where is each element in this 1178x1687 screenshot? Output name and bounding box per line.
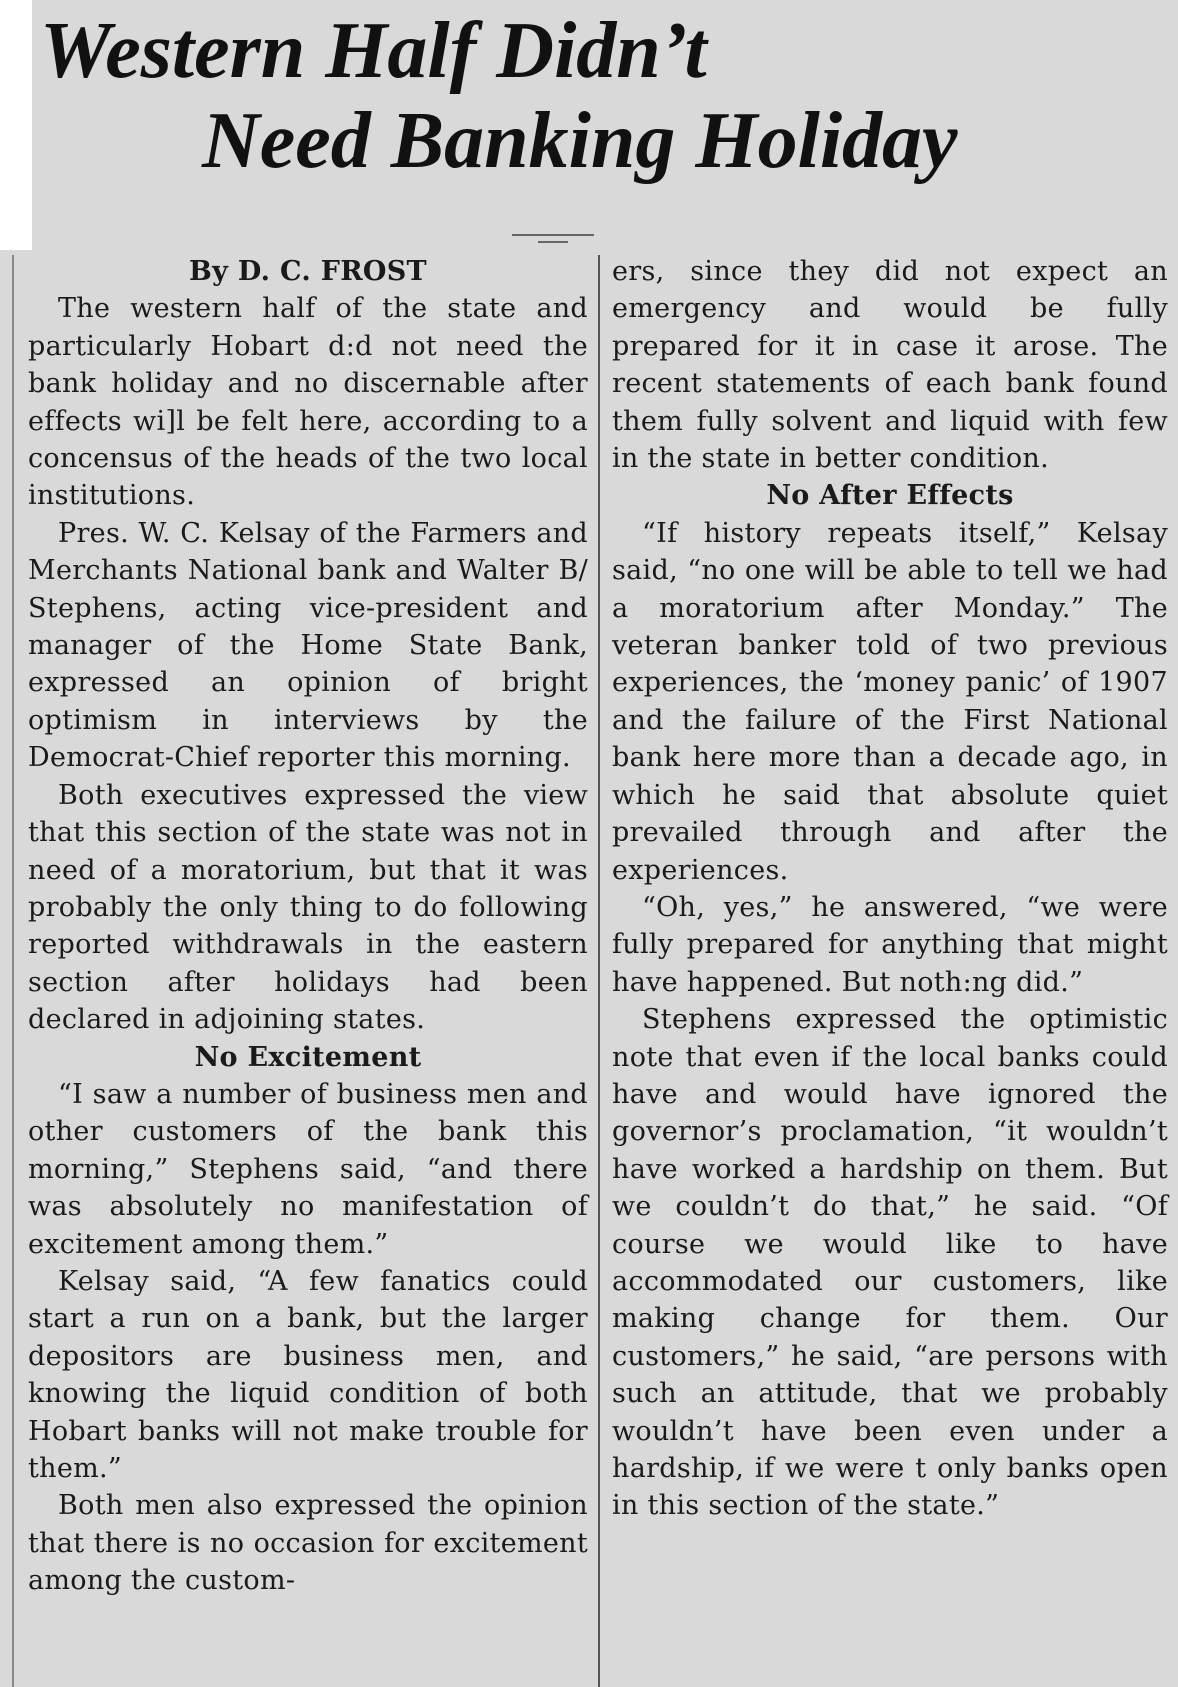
paragraph: Both men also expressed the opinion that there is no occasion for excitement among the custom- (28, 1490, 588, 1597)
subheading: No After Effects (766, 480, 1014, 512)
paragraph: Both executives expressed the view that this section of the state was not in need of a moratorium, but that it was probably the only thing to do following reported withdrawals in the eastern section after holidays had been declared in adjoining states. (28, 779, 588, 1036)
headline-line-2: Need Banking Holiday (202, 97, 958, 185)
paragraph: ers, since they did not expect an emergency and would be fully prepared for it in case it arose. The recent statements of each bank found them fully solvent and liquid with few in the state in better condition. (612, 256, 1168, 475)
paragraph: “I saw a number of business men and other customers of the bank this morning,” Stephens said, “and there was absolutely no manifestation of excitement among them.” (28, 1078, 588, 1260)
headline-line-1: Western Half Didn’t (40, 7, 707, 95)
byline: By D. C. FROST (189, 256, 427, 287)
left-column (28, 253, 588, 1600)
decorative-rule-short (538, 241, 568, 243)
blank-margin (0, 0, 32, 250)
subheading: No Excitement (194, 1041, 422, 1073)
paragraph: The western half of the state and particularly Hobart d:d not need the bank holiday and no discernable after effects wi]l be felt here, according to a concensus of the heads of the two local institutions. (28, 293, 588, 512)
headline (36, 6, 1171, 186)
column-divider (598, 255, 600, 1687)
paragraph: “Oh, yes,” he answered, “we were fully prepared for anything that might have happened. But noth:ng did.” (612, 891, 1168, 998)
left-edge-rule (12, 255, 14, 1687)
paragraph: Stephens expressed the optimistic note that even if the local banks could have and would have ignored the governor’s proclamation, “it wouldn’t have worked a hardship on them. But we couldn’t do that,” he said. “Of course we would like to have accommodated our customers, like making change for them. Our customers,” he said, “are persons with such an attitude, that we probably wouldn’t have been even under a hardship, if we were t only banks open in this section of the state.” (612, 1004, 1168, 1522)
decorative-rule (512, 234, 594, 236)
paragraph: Pres. W. C. Kelsay of the Farmers and Merchants National bank and Walter B/ Stephens, acting vice-president and manager of the Home State Bank, expressed an opinion of bright optimism in interviews by the Democrat-Chief reporter this morning. (28, 517, 588, 774)
paragraph: Kelsay said, “A few fanatics could start a run on a bank, but the larger depositors are business men, and knowing the liquid condition of both Hobart banks will not make trouble for them.” (28, 1265, 588, 1484)
paragraph: “If history repeats itself,” Kelsay said, “no one will be able to tell we had a moratorium after Monday.” The veteran banker told of two previous experiences, the ‘money panic’ of 1907 and the failure of the First National bank here more than a decade ago, in which he said that absolute quiet prevailed through and after the experiences. (612, 517, 1168, 886)
right-column (612, 253, 1168, 1525)
